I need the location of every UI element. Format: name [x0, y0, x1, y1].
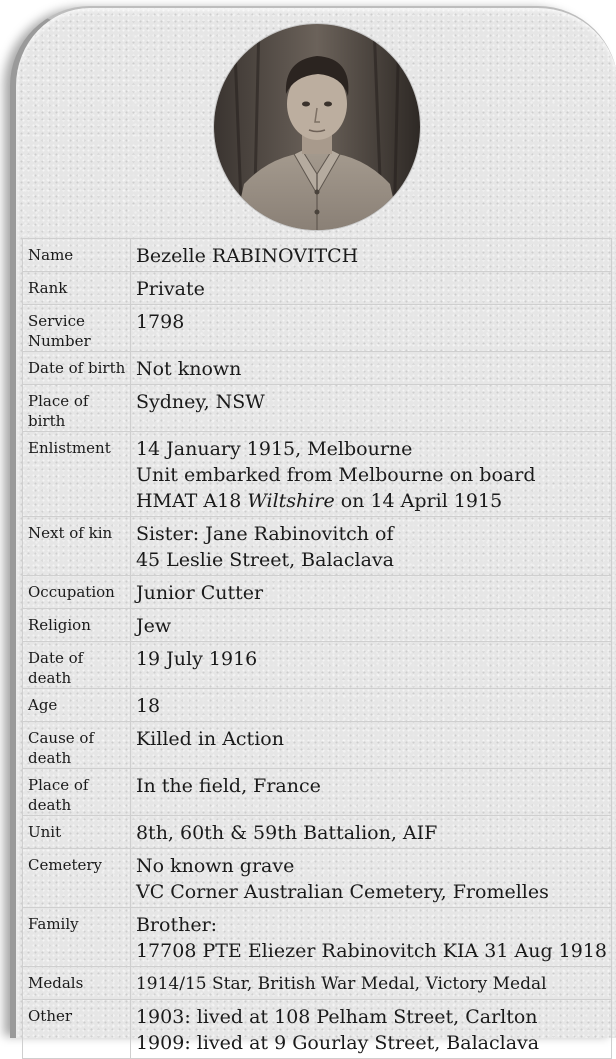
table-row [23, 689, 612, 722]
table-row [23, 722, 612, 769]
table-row [23, 385, 612, 432]
row-label: Rank [23, 272, 131, 305]
row-value: 1914/15 Star, British War Medal, Victory Medal [130, 967, 611, 1000]
row-value: Junior Cutter [130, 576, 611, 609]
row-label: Other [23, 1000, 131, 1059]
table-row [23, 239, 612, 272]
table-row [23, 272, 612, 305]
row-label: Enlistment [23, 432, 131, 517]
table-row [23, 305, 612, 352]
table-row [23, 849, 612, 908]
row-label: Family [23, 908, 131, 967]
table-row [23, 816, 612, 849]
row-value: Private [130, 272, 611, 305]
row-label: Next of kin [23, 517, 131, 576]
row-label: Name [23, 239, 131, 272]
table-row [23, 432, 612, 517]
row-label: Unit [23, 816, 131, 849]
row-value: Jew [130, 609, 611, 642]
row-label: Medals [23, 967, 131, 1000]
row-value: 1903: lived at 108 Pelham Street, Carlton 1909: lived at 9 Gourlay Street, Balaclava [130, 1000, 611, 1059]
row-value: 14 January 1915, Melbourne Unit embarked from Melbourne on board HMAT A18 Wiltshire on 14 April 1915 [130, 432, 611, 517]
table-row [23, 576, 612, 609]
soldier-portrait-icon [214, 24, 420, 230]
row-label: Place of birth [23, 385, 131, 432]
row-value: Bezelle RABINOVITCH [130, 239, 611, 272]
row-label: Cause of death [23, 722, 131, 769]
row-value: In the field, France [130, 769, 611, 816]
row-label: Cemetery [23, 849, 131, 908]
row-label: Age [23, 689, 131, 722]
row-value: Sydney, NSW [130, 385, 611, 432]
table-row [23, 769, 612, 816]
soldier-portrait [214, 24, 420, 230]
row-value: Killed in Action [130, 722, 611, 769]
row-label: Place of death [23, 769, 131, 816]
table-row [23, 1000, 612, 1059]
row-label: Service Number [23, 305, 131, 352]
table-row [23, 908, 612, 967]
row-value: Sister: Jane Rabinovitch of 45 Leslie Street, Balaclava [130, 517, 611, 576]
row-value: 19 July 1916 [130, 642, 611, 689]
row-label: Occupation [23, 576, 131, 609]
ship-name: Wiltshire [247, 490, 335, 512]
row-value: 18 [130, 689, 611, 722]
row-value: 8th, 60th & 59th Battalion, AIF [130, 816, 611, 849]
row-label: Date of birth [23, 352, 131, 385]
table-row [23, 642, 612, 689]
table-row [23, 609, 612, 642]
service-record-table [22, 238, 612, 1059]
table-row [23, 967, 612, 1000]
table-row [23, 352, 612, 385]
table-row [23, 517, 612, 576]
row-value: Not known [130, 352, 611, 385]
row-value: Brother: 17708 PTE Eliezer Rabinovitch KIA 31 Aug 1918 [130, 908, 611, 967]
row-value: No known grave VC Corner Australian Cemetery, Fromelles [130, 849, 611, 908]
row-value: 1798 [130, 305, 611, 352]
row-label: Date of death [23, 642, 131, 689]
row-label: Religion [23, 609, 131, 642]
